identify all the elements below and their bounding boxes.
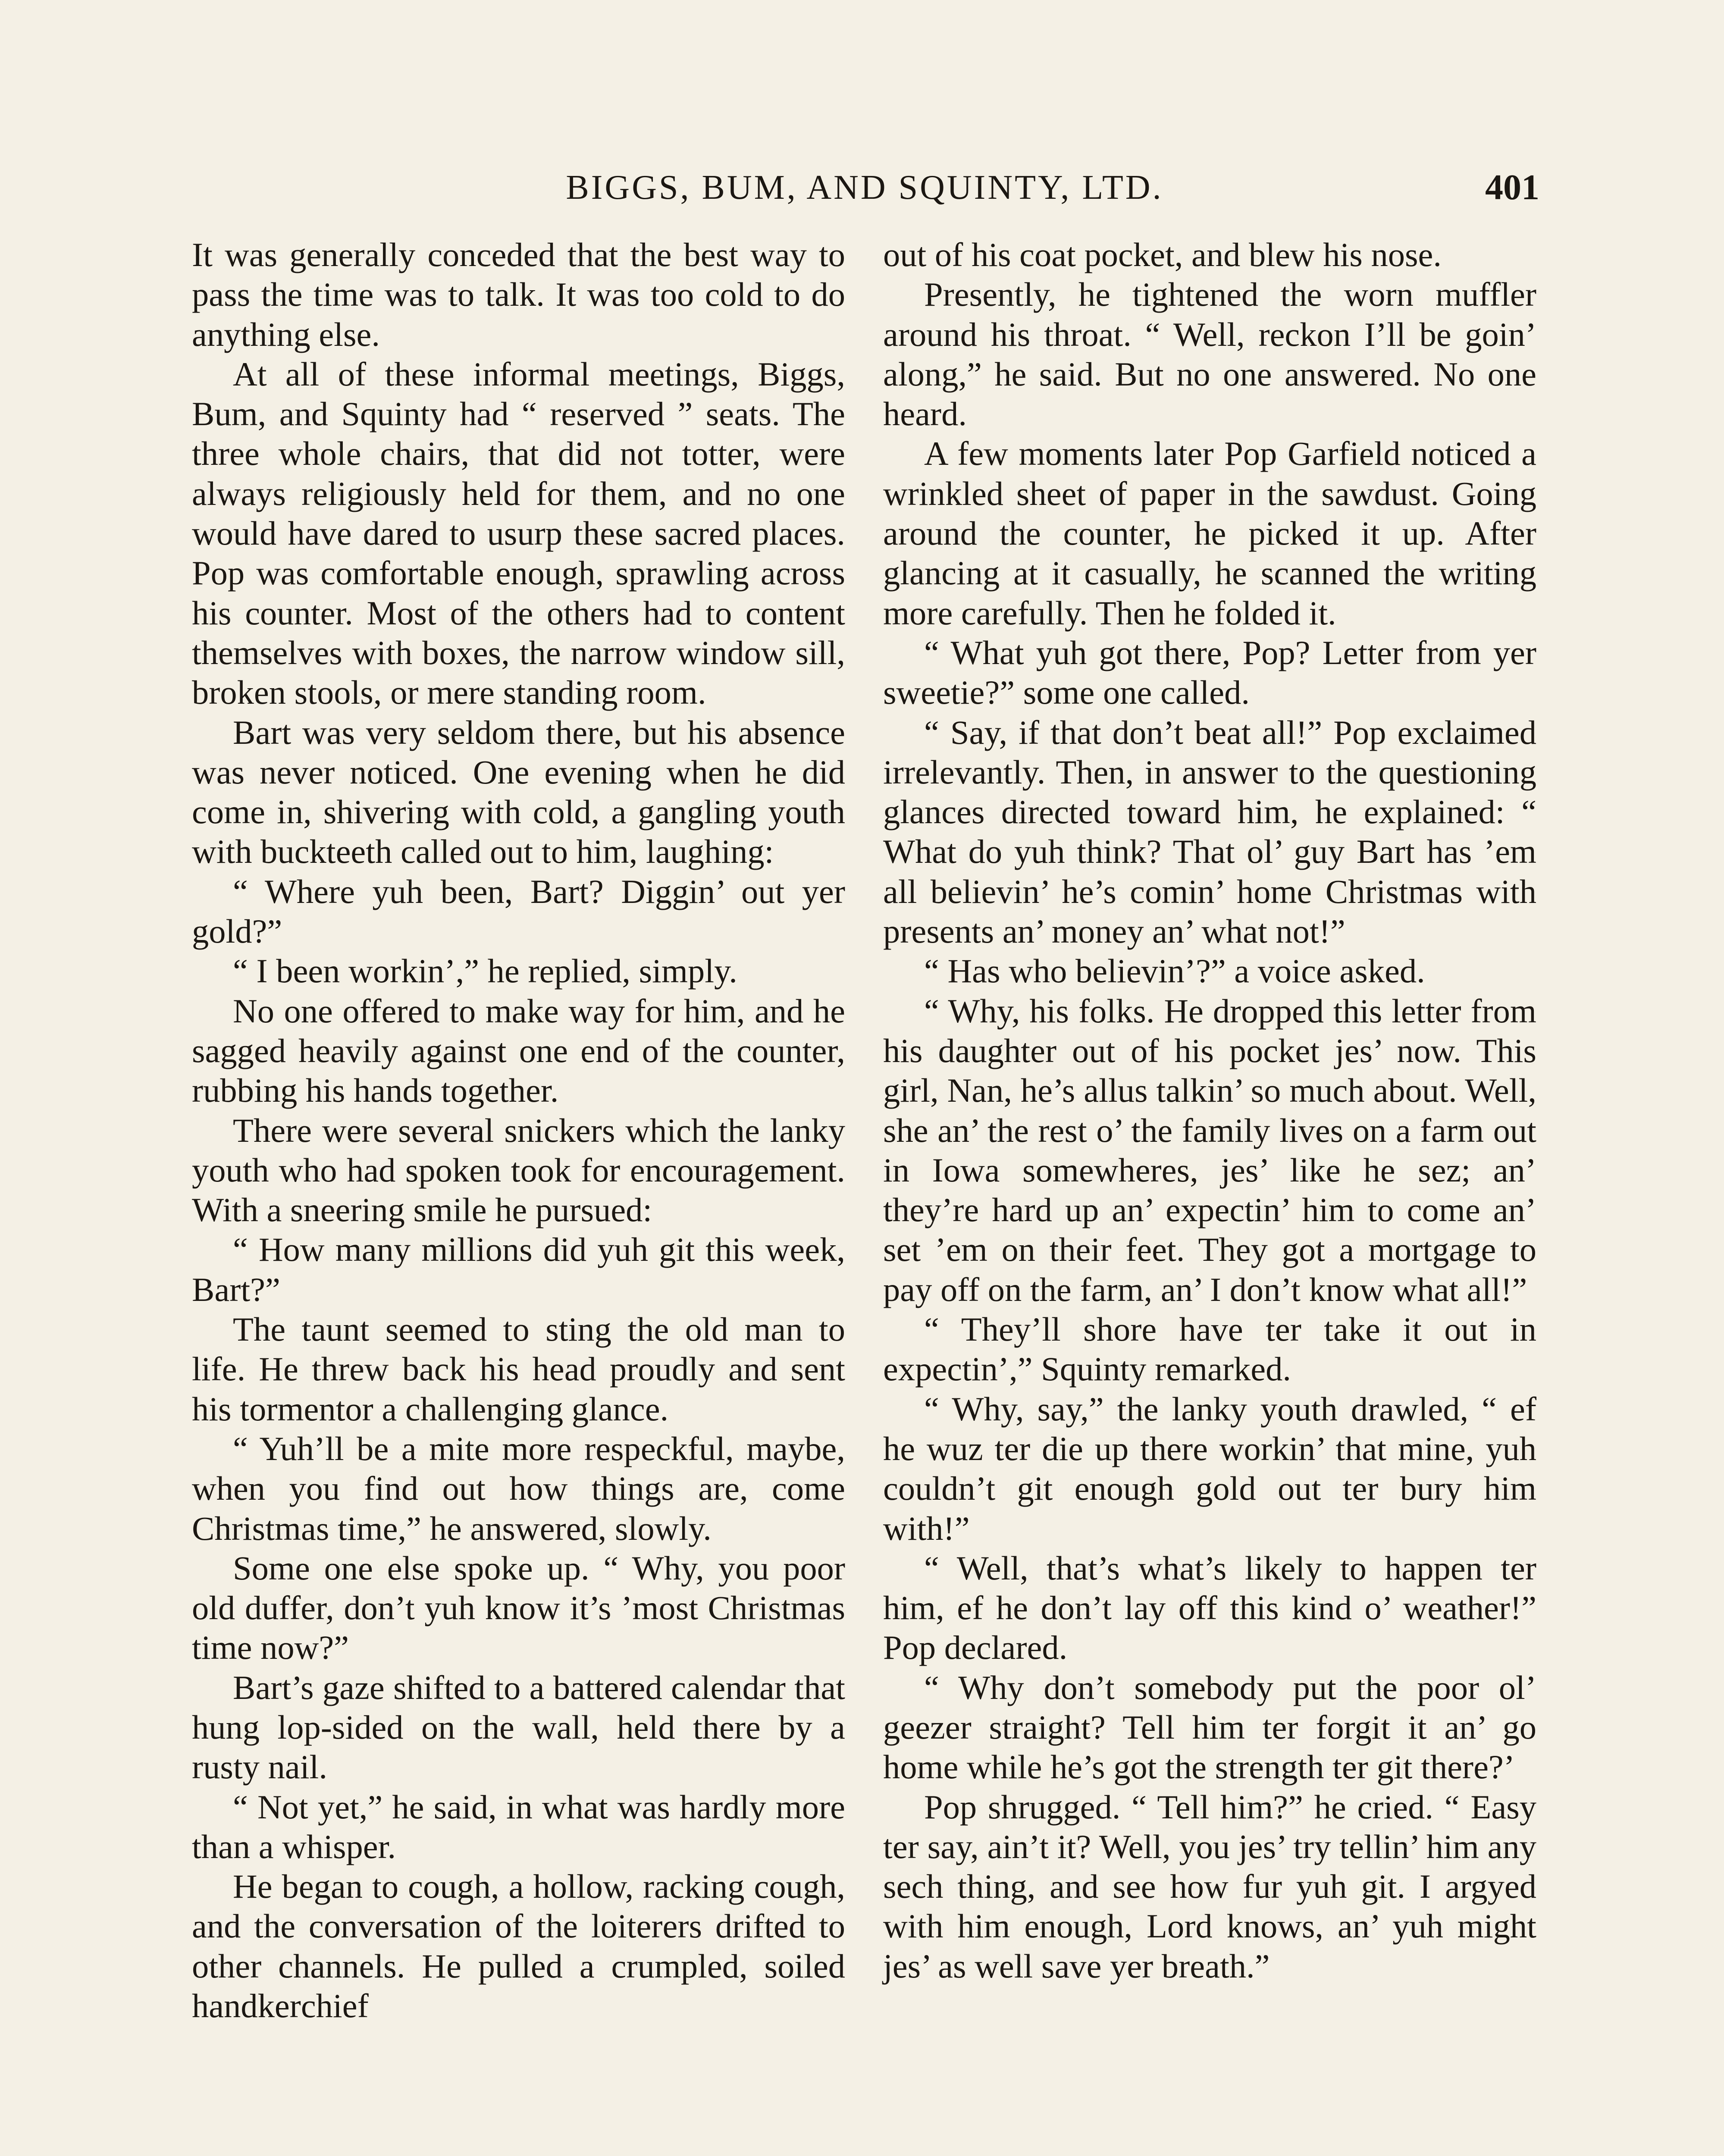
paragraph: Pop shrugged. “ Tell him?” he cried. “ Easy ter say, ain’t it? Well, you jes’ try tellin’ him any sech thing, and see how fur yuh git. I argyed with him enough, Lord knows, an’ yuh might jes’ as well save yer breath.” [883,1788,1536,1985]
paragraph: out of his coat pocket, and blew his nose. [883,236,1442,273]
page-number: 401 [1485,167,1539,207]
paragraph: “ What yuh got there, Pop? Letter from yer sweetie?” some one called. [883,633,1536,711]
paragraph: “ How many millions did yuh git this week, Bart?” [192,1231,845,1308]
paragraph: The taunt seemed to sting the old man to life. He threw back his head proudly and sent his tormentor a challenging glance. [192,1310,845,1428]
paragraph: “ Well, that’s what’s likely to happen ter him, ef he don’t lay off this kind o’ weather!” Pop declared. [883,1549,1536,1667]
paragraph: “ Say, if that don’t beat all!” Pop exclaimed irrelevantly. Then, in answer to the questioning glances directed toward him, he explained: “ What do yuh think? That ol’ guy Bart has ’em all believin’ he’s comin’ home Christmas with presents an’ money an’ what not!” [883,713,1536,950]
paragraph: “ Why, his folks. He dropped this letter from his daughter out of his pocket jes’ now. This girl, Nan, he’s allus talkin’ so much about. Well, she an’ the rest o’ the family lives on a farm out in Iowa somewheres, jes’ like he sez; an’ they’re hard up an’ expectin’ him to come an’ set ’em on their feet. They got a mortgage to pay off on the farm, an’ I don’t know what all!” [883,992,1536,1308]
paragraph: Presently, he tightened the worn muffler around his throat. “ Well, reckon I’ll be goin’ along,” he said. But no one answered. No one heard. [883,276,1536,433]
paragraph: “ Not yet,” he said, in what was hardly more than a whisper. [192,1788,845,1865]
right-text-column [883,235,1536,1986]
paragraph: Some one else spoke up. “ Why, you poor old duffer, don’t yuh know it’s ’most Christmas time now?” [192,1549,845,1667]
paragraph: At all of these informal meetings, Biggs, Bum, and Squinty had “ reserved ” seats. The three whole chairs, that did not totter, were always religiously held for them, and no one would have dared to usurp these sacred places. Pop was comfortable enough, sprawling across his counter. Most of the others had to content themselves with boxes, the narrow window sill, broken stools, or mere standing room. [192,355,845,711]
paragraph: “ Why don’t somebody put the poor ol’ geezer straight? Tell him ter forgit it an’ go home while he’s got the strength ter git there?’ [883,1668,1536,1786]
paragraph: “ Yuh’ll be a mite more respeckful, maybe, when you find out how things are, come Christmas time,” he answered, slowly. [192,1429,845,1547]
paragraph: No one offered to make way for him, and he sagged heavily against one end of the counter, rubbing his hands together. [192,992,845,1109]
paragraph: He began to cough, a hollow, racking cough, and the conversation of the loiterers drifted to other channels. He pulled a crumpled, soiled handkerchief [192,1868,845,2025]
paragraph: There were several snickers which the lanky youth who had spoken took for encouragement. With a sneering smile he pursued: [192,1111,845,1229]
left-text-column [192,235,845,2026]
paragraph: A few moments later Pop Garfield noticed a wrinkled sheet of paper in the sawdust. Going around the counter, he picked it up. After glancing at it casually, he scanned the writing more carefully. Then he folded it. [883,435,1536,632]
running-head [190,164,1539,211]
paragraph: Bart was very seldom there, but his absence was never noticed. One evening when he did come in, shivering with cold, a gangling youth with buckteeth called out to him, laughing: [192,713,845,871]
paragraph: “ Has who believin’?” a voice asked. [924,952,1425,990]
paragraph: Bart’s gaze shifted to a battered calendar that hung lop-sided on the wall, held there by a rusty nail. [192,1668,845,1786]
running-title: BIGGS, BUM, AND SQUINTY, LTD. [566,169,1163,207]
paragraph: It was generally conceded that the best way to pass the time was to talk. It was too cold to do anything else. [192,236,845,353]
paragraph: “ Where yuh been, Bart? Diggin’ out yer gold?” [192,872,845,950]
paragraph: “ They’ll shore have ter take it out in expectin’,” Squinty remarked. [883,1310,1536,1388]
paragraph: “ Why, say,” the lanky youth drawled, “ ef he wuz ter die up there workin’ that mine, yuh couldn’t git enough gold out ter bury him with!” [883,1390,1536,1547]
paragraph: “ I been workin’,” he replied, simply. [233,952,737,990]
